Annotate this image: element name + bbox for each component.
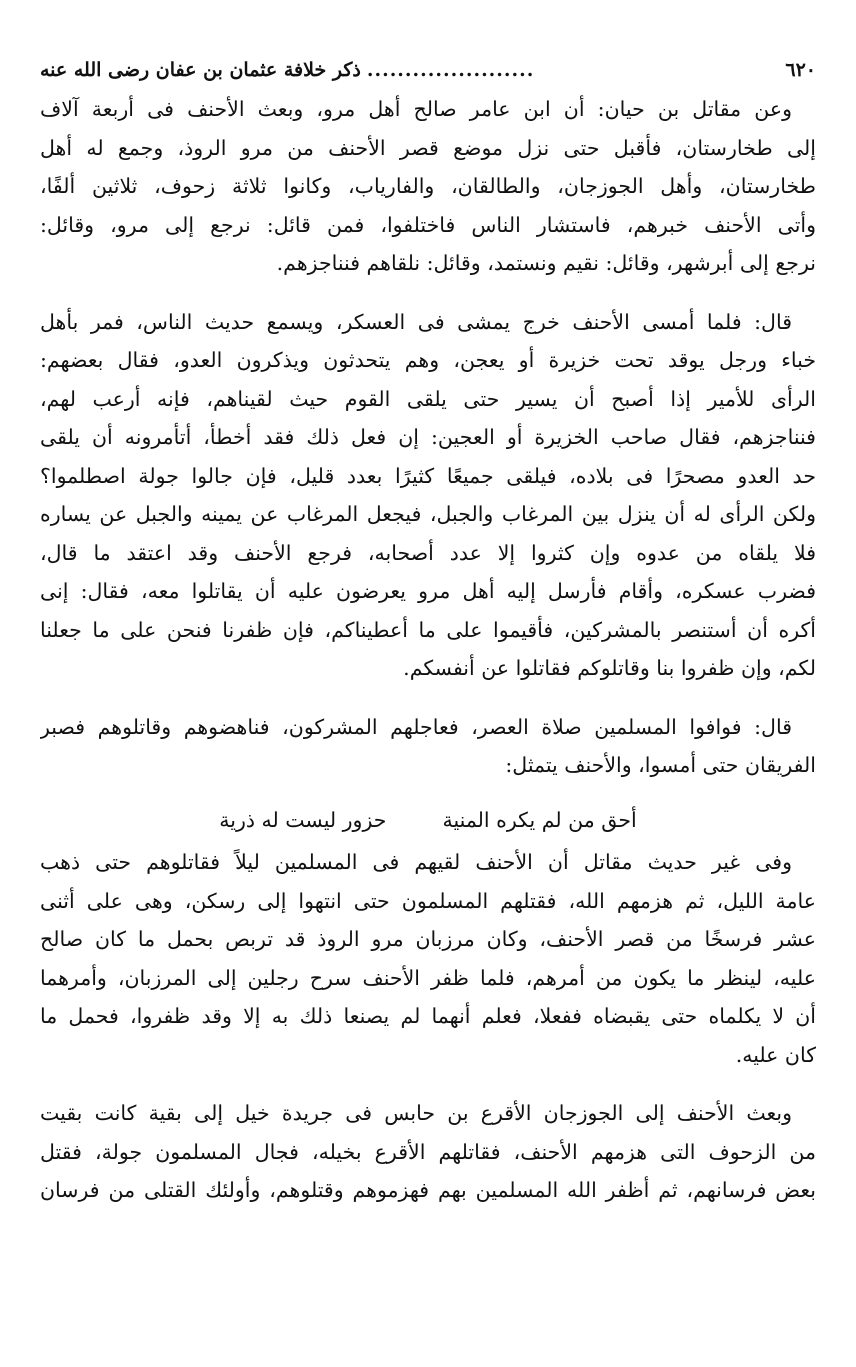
text-line: طخارستان، وأهل الجوزجان، والطالقان، والفارياب، وكانوا ثلاثة زحوف، ثلاثين ألفًا، — [40, 174, 816, 198]
text-line: عامة الليل، ثم هزمهم الله، فقتلهم المسلمون حتى انتهوا إلى رسكن، وهى على أثنى — [40, 888, 816, 913]
page-number: ٦٢٠ — [785, 59, 816, 81]
text-line: قال: فلما أمسى الأحنف خرج يمشى فى العسكر، ويسمع حديث الناس، فمر بأهل — [40, 309, 792, 334]
text-line: أن لا يكلماه حتى يقبضاه ففعلا، فعلم أنهما لم يصنعا ذلك به إلا وقد ظفروا، فحمل ما — [40, 1004, 816, 1028]
verse-hemistich-right: أحق من لم يكره المنية — [442, 807, 637, 832]
paragraph-2 — [40, 303, 816, 688]
paragraph-5 — [40, 1094, 816, 1210]
verse-hemistich-left: حزور ليست له ذرية — [219, 807, 387, 832]
paragraph-4 — [40, 843, 816, 1074]
text-line: لكم، وإن ظفروا بنا وقاتلوكم فقاتلوا عن أنفسكم. — [403, 656, 816, 680]
text-line: وأتى الأحنف خبرهم، فاستشار الناس فاختلفوا، فمن قائل: نرجع إلى مرو، وقائل: — [40, 212, 816, 237]
text-line: من الزحوف التى هزمهم الأحنف، فقاتلهم الأقرع بخيله، فجال المسلمون جولة، فقتل — [40, 1139, 816, 1164]
text-line: وبعث الأحنف إلى الجوزجان الأقرع بن حابس فى جريدة خيل إلى بقية كانت بقيت — [40, 1101, 792, 1125]
poetry-verse — [40, 801, 816, 840]
page-header — [40, 52, 816, 88]
text-line: عشر فرسخًا من قصر الأحنف، وكان مرزبان مرو الروذ قد تربص بحمل ما كان صالح — [40, 927, 816, 951]
running-title: ذكر خلافة عثمان بن عفان رضى الله عنه — [40, 59, 361, 81]
text-line: فضرب عسكره، وأقام فأرسل إليه أهل مرو يعرضون عليه أن يقاتلوا معه، فقال: إنى — [40, 579, 816, 603]
text-line: نرجع إلى أبرشهر، وقائل: نقيم ونستمد، وقائل: نلقاهم فنناجزهم. — [276, 251, 816, 275]
text-line: أكره أن أستنصر بالمشركين، فأقيموا على ما أعطيناكم، فإن ظفرنا فنحن على ما جعلنا — [40, 617, 816, 642]
paragraph-3 — [40, 708, 816, 785]
text-line: كان عليه. — [735, 1042, 816, 1067]
paragraph-1 — [40, 90, 816, 283]
text-line: بعض فرسانهم، ثم أظفر الله المسلمين بهم فهزموهم وقتلوهم، وأولئك القتلى من فرسان — [40, 1178, 816, 1202]
text-line: عليه، لينظر ما يكون من أمرهم، فلما ظفر الأحنف سرح رجلين إلى المرزبان، وأمرهما — [40, 965, 816, 990]
text-line: قال: فوافوا المسلمين صلاة العصر، فعاجلهم المشركون، فناهضوهم وقاتلوهم فصبر — [40, 714, 792, 739]
text-line: وفى غير حديث مقاتل أن الأحنف لقيهم فى المسلمين ليلاً فقاتلوهم حتى ذهب — [40, 850, 792, 874]
text-line: إلى طخارستان، فأقبل حتى نزل موضع قصر الأحنف من مرو الروذ، وجمع له أهل — [40, 135, 816, 160]
text-line: ولكن الرأى له أن ينزل بين المرغاب والجبل، فيجعل المرغاب عن يمينه والجبل عن يساره — [40, 502, 816, 526]
text-line: الرأى للأمير إذا أصبح أن يسير حتى يلقى القوم حيث لقيناهم، فإنه أرعب لهم، — [40, 386, 816, 411]
text-line: خباء ورجل يوقد تحت خزيرة أو يعجن، وهم يتحدثون ويذكرون العدو، فقال بعضهم: — [40, 348, 816, 372]
text-line: وعن مقاتل بن حيان: أن ابن عامر صالح أهل مرو، وبعث الأحنف فى أربعة آلاف — [40, 97, 792, 121]
text-line: الفريقان حتى أمسوا، والأحنف يتمثل: — [505, 753, 816, 777]
text-line: فنناجزهم، فقال صاحب الخزيرة أو العجين: إن فعل ذلك فقد أخطأ، أتأمرونه أن يلقى — [40, 425, 816, 449]
text-line: فلا يلقاه من عدوه وإن كثروا إلا عدد أصحابه، فرجع الأحنف وقد اعتقد ما قال، — [40, 540, 816, 565]
text-line: حد العدو مصحرًا فى بلاده، فيلقى جميعًا كثيرًا بعدد قليل، فإن جالوا جولة اصطلموا؟ — [40, 463, 816, 488]
dot-leader: ...................... — [366, 59, 535, 81]
document-page — [40, 52, 816, 1210]
